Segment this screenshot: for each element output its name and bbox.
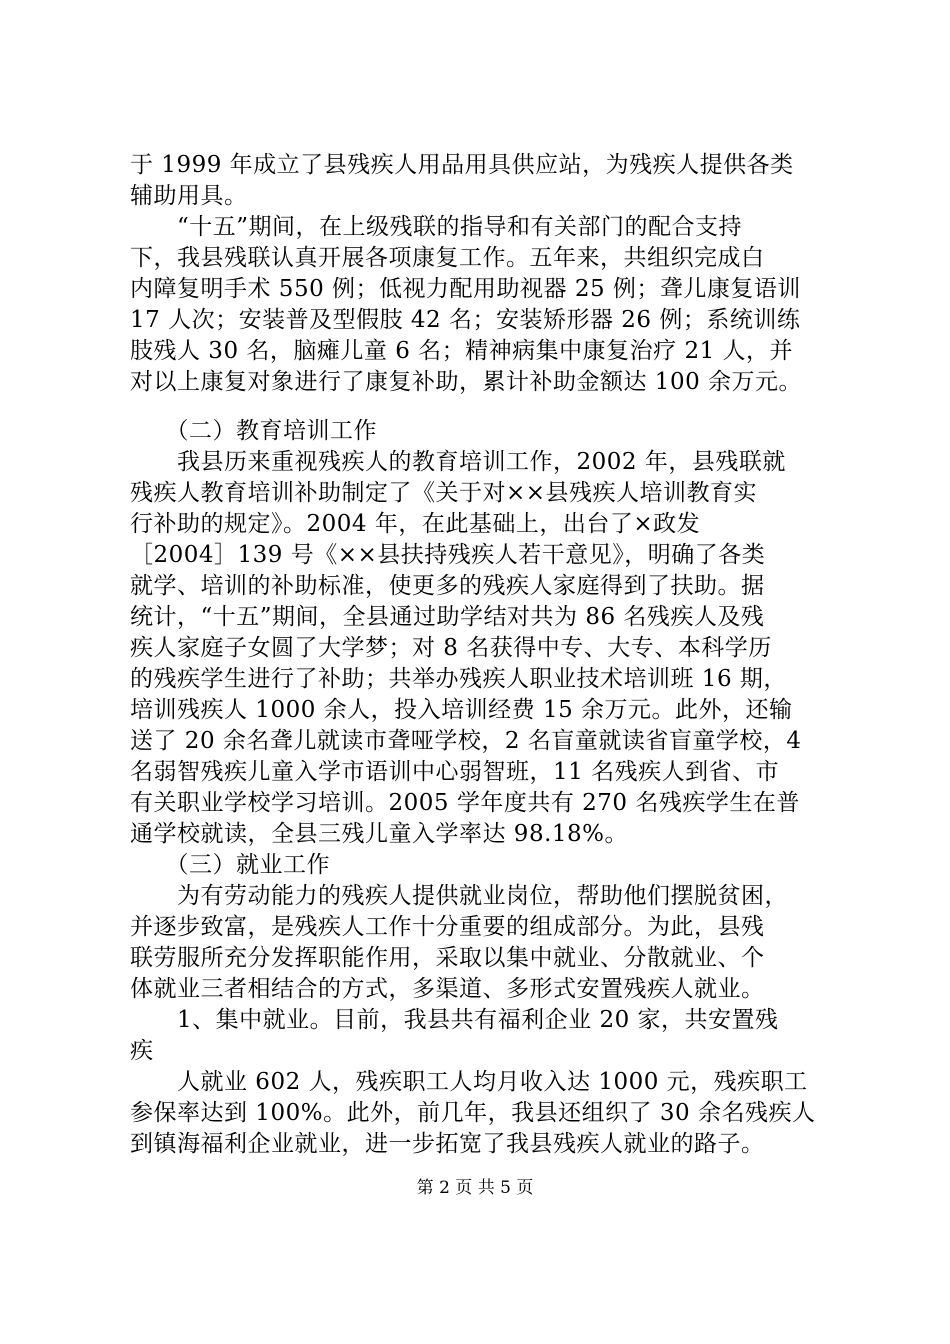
- text-line: 疾: [130, 1038, 154, 1064]
- text-line: 送了 20 余名聋儿就读市聋哑学校，2 名盲童就读省盲童学校，4: [130, 728, 802, 754]
- text-line: 联劳服所充分发挥职能作用，采取以集中就业、分散就业、个: [130, 945, 765, 971]
- text-line: 有关职业学校学习培训。2005 学年度共有 270 名残疾学生在普: [130, 790, 800, 816]
- text-line: 参保率达到 100%。此外，前几年，我县还组织了 30 余名残疾人: [130, 1100, 816, 1126]
- text-line: 统计，“十五”期间，全县通过助学结对共为 86 名残疾人及残: [130, 604, 765, 630]
- text-line: 名弱智残疾儿童入学市语训中心弱智班，11 名残疾人到省、市: [130, 759, 780, 785]
- text-line: 于 1999 年成立了县残疾人用品用具供应站，为残疾人提供各类: [130, 152, 794, 178]
- text-line: 对以上康复对象进行了康复补助，累计补助金额达 100 余万元。: [130, 369, 803, 395]
- text-line: 体就业三者相结合的方式，多渠道、多形式安置残疾人就业。: [130, 976, 765, 1002]
- text-line: 辅助用具。: [130, 183, 248, 209]
- text-line: 残疾人教育培训补助制定了《关于对××县残疾人培训教育实: [130, 480, 758, 506]
- text-line: 并逐步致富，是残疾人工作十分重要的组成部分。为此，县残: [130, 914, 765, 940]
- text-line: 17 人次；安装普及型假肢 42 名；安装矫形器 26 例；系统训练: [130, 307, 801, 333]
- text-line: 疾人家庭子女圆了大学梦；对 8 名获得中专、大专、本科学历: [130, 635, 772, 661]
- text-line: 培训残疾人 1000 余人，投入培训经费 15 余万元。此外，还输: [130, 697, 793, 723]
- section-heading: （三）就业工作: [130, 852, 330, 878]
- text-line: 1、集中就业。目前，我县共有福利企业 20 家，共安置残: [130, 1007, 779, 1033]
- text-line: 通学校就读，全县三残儿童入学率达 98.18%。: [130, 821, 629, 847]
- page-number: 第 2 页 共 5 页: [416, 1178, 534, 1198]
- text-line: 我县历来重视残疾人的教育培训工作，2002 年，县残联就: [130, 449, 786, 475]
- text-line: 的残疾学生进行了补助；共举办残疾人职业技术培训班 16 期，: [130, 666, 787, 692]
- section-heading: （二）教育培训工作: [130, 418, 377, 444]
- text-line: 人就业 602 人，残疾职工人均月收入达 1000 元，残疾职工: [130, 1069, 808, 1095]
- text-line: 行补助的规定》。2004 年，在此基础上，出台了×政发: [130, 511, 701, 537]
- text-line: 肢残人 30 名，脑瘫儿童 6 名；精神病集中康复治疗 21 人，并: [130, 338, 794, 364]
- text-line: 为有劳动能力的残疾人提供就业岗位，帮助他们摆脱贫困，: [130, 883, 788, 909]
- text-line: 内障复明手术 550 例；低视力配用助视器 25 例；聋儿康复语训: [130, 276, 801, 302]
- text-line: 到镇海福利企业就业，进一步拓宽了我县残疾人就业的路子。: [130, 1131, 765, 1157]
- text-line: ［2004］139 号《××县扶持残疾人若干意见》，明确了各类: [130, 542, 766, 568]
- text-line: 就学、培训的补助标准，使更多的残疾人家庭得到了扶助。据: [130, 573, 765, 599]
- text-line: “十五”期间，在上级残联的指导和有关部门的配合支持: [130, 214, 743, 240]
- text-line: 下，我县残联认真开展各项康复工作。五年来，共组织完成白: [130, 245, 765, 271]
